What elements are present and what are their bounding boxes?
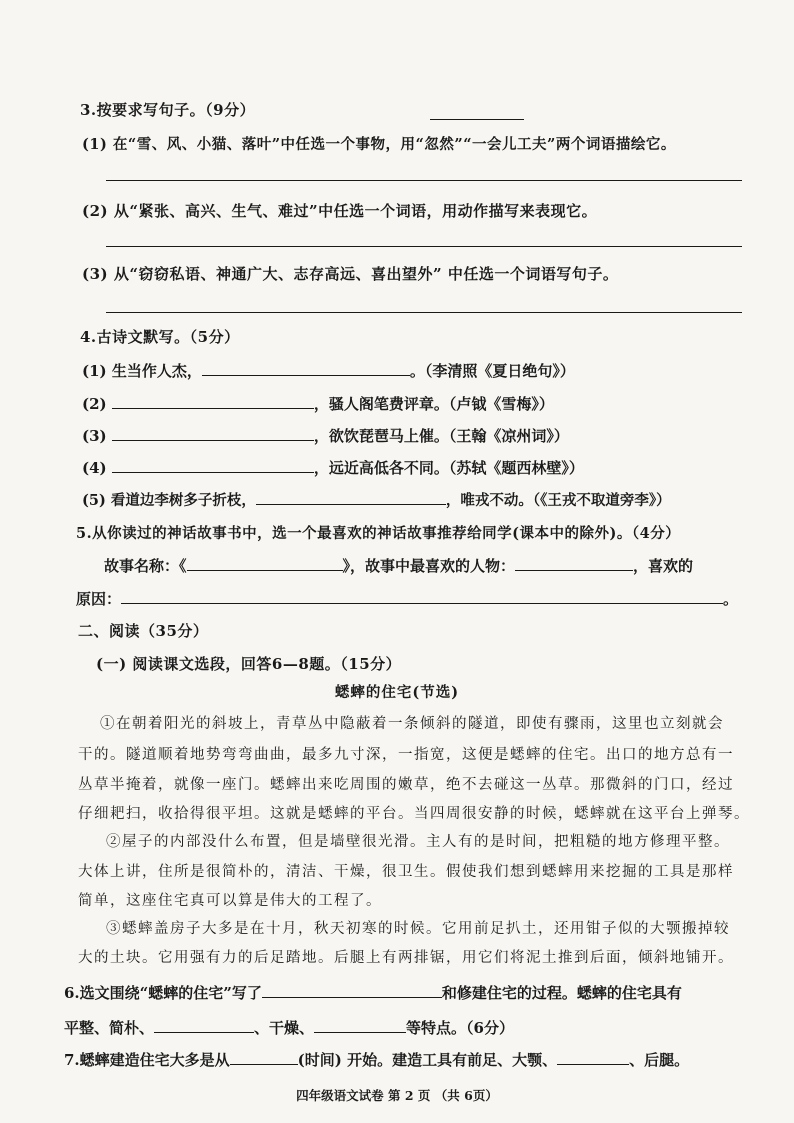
q6-line1: 6.选文围绕“蟋蟀的住宅”写了 和修建住宅的过程。蟋蟀的住宅具有 xyxy=(64,984,682,1002)
q3-item1: (1) 在“雪、风、小猫、落叶”中任选一个事物，用“忽然”“一会儿工夫”两个词语描绘它。 xyxy=(82,136,676,153)
q6-blank-1[interactable] xyxy=(262,983,442,998)
p1-line2: 干的。隧道顺着地势弯弯曲曲，最多九寸深，一指宽，这便是蟋蟀的住宅。出口的地方总有一 xyxy=(78,747,734,763)
reason-blank[interactable] xyxy=(121,589,723,604)
q4-line3: (3) ，欲饮琵琶马上催。（王翰《凉州词》） xyxy=(82,427,569,445)
q4-blank-4[interactable] xyxy=(112,458,314,473)
p3-line2: 大的土块。它用强有力的后足踏地。后腿上有两排锯，用它们将泥土推到后面，倾斜地铺开。 xyxy=(78,950,734,966)
q7-blank-1[interactable] xyxy=(230,1050,298,1065)
q3-answer-line-2[interactable] xyxy=(106,246,742,247)
q3-title: 3.按要求写句子。（9分） xyxy=(80,101,256,119)
q7-line: 7.蟋蟀建造住宅大多是从 (时间) 开始。建造工具有前足、大颚、 、后腿。 xyxy=(64,1051,690,1069)
q4-blank-3[interactable] xyxy=(112,426,314,441)
p3-line1: ③蟋蟀盖房子大多是在十月，秋天初寒的时候。它用前足扒土，还用钳子似的大颚搬掉较 xyxy=(106,921,730,937)
section2-sub1: (一) 阅读课文选段，回答6—8题。（15分） xyxy=(96,655,402,673)
p2-line2: 大体上讲，住所是很简朴的，清洁、干燥，很卫生。假使我们想到蟋蟀用来挖掘的工具是那样 xyxy=(78,864,734,880)
favorite-character-blank[interactable] xyxy=(515,556,633,571)
q4-blank-1[interactable] xyxy=(202,361,410,376)
q3-answer-line-1[interactable] xyxy=(106,180,742,181)
q5-line1: 故事名称：《 》，故事中最喜欢的人物： ，喜欢的 xyxy=(104,557,694,575)
q4-title: 4.古诗文默写。（5分） xyxy=(80,328,240,346)
q6-blank-3[interactable] xyxy=(314,1018,406,1033)
p1-line1: ①在朝着阳光的斜坡上，青草丛中隐蔽着一条倾斜的隧道，即使有骤雨，这里也立刻就会 xyxy=(100,716,724,732)
q4-line4: (4) ，远近高低各不同。（苏轼《题西林壁》） xyxy=(82,459,584,477)
q3-item3: (3) 从“窃窃私语、神通广大、志存高远、喜出望外” 中任选一个词语写句子。 xyxy=(82,265,619,283)
p1-line3: 丛草半掩着，就像一座门。蟋蟀出来吃周围的嫩草，绝不去碰这一丛草。那微斜的门口，经过 xyxy=(78,777,734,793)
q6-line2: 平整、简朴、 、干燥、 等特点。（6分） xyxy=(64,1019,514,1037)
passage-title: 蟋蟀的住宅(节选) xyxy=(334,684,460,701)
q3-item2: (2) 从“紧张、高兴、生气、难过”中任选一个词语，用动作描写来表现它。 xyxy=(82,202,598,220)
q7-blank-2[interactable] xyxy=(557,1050,629,1065)
q4-blank-5[interactable] xyxy=(256,490,446,505)
top-rule xyxy=(430,119,524,120)
page-footer: 四年级语文试卷 第 2 页 （共 6页） xyxy=(296,1088,498,1103)
q5-line2: 原因： 。 xyxy=(76,590,739,608)
q6-blank-2[interactable] xyxy=(154,1018,254,1033)
q4-line1: (1) 生当作人杰， 。（李清照《夏日绝句》） xyxy=(82,362,575,380)
p1-line4: 仔细耙扫，收拾得很平坦。这就是蟋蟀的平台。当四周很安静的时候，蟋蟀就在这平台上弹琴。 xyxy=(78,806,750,822)
q3-answer-line-3[interactable] xyxy=(106,312,742,313)
q4-line2: (2) ，骚人阁笔费评章。（卢钺《雪梅》） xyxy=(82,395,554,413)
story-name-blank[interactable] xyxy=(187,556,343,571)
q4-line5: (5) 看道边李树多子折枝， ，唯戎不动。（《王戎不取道旁李》） xyxy=(82,492,671,509)
q4-blank-2[interactable] xyxy=(112,394,314,409)
p2-line1: ②屋子的内部没什么布置，但是墙壁很光滑。主人有的是时间，把粗糙的地方修理平整。 xyxy=(106,834,730,850)
q5-title: 5.从你读过的神话故事书中，选一个最喜欢的神话故事推荐给同学(课本中的除外)。（4分） xyxy=(76,525,681,542)
section2-title: 二、阅读（35分） xyxy=(78,622,209,640)
p2-line3: 简单，这座住宅真可以算是伟大的工程了。 xyxy=(78,893,382,909)
